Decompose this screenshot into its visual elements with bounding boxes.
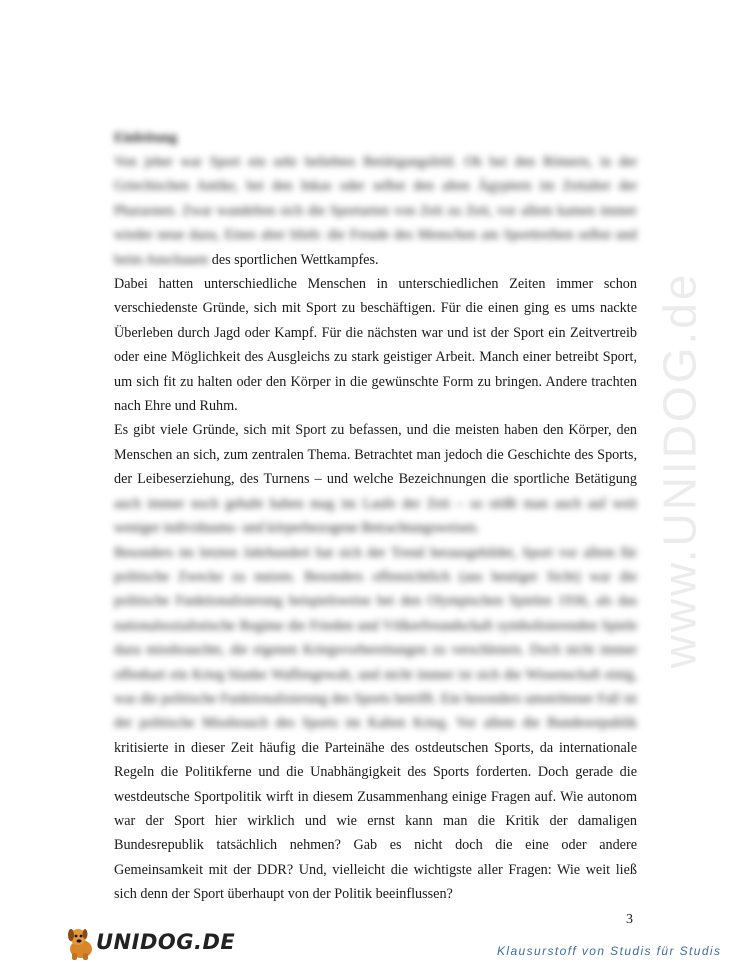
watermark-text: www.UNIDOG.de [653,271,706,669]
clear-text: Es gibt viele Gründe, sich mit Sport zu befassen, und die meisten haben den Körper, den Menschen an sich, zum zentralen Thema. Betrachtet man jedoch die Geschichte des Sports, der Leibeserziehung, des Turnens – und welche Bezeichnungen die sportliche Betätigung [114,422,637,488]
paragraph-1 [114,150,637,272]
unidog-logo[interactable] [64,925,236,963]
clear-text: kritisierte in dieser Zeit häufig die Parteinähe des ostdeutschen Sports, da internationale Regeln die Politikferne und die Unabhängigkeit des Sports forderten. Doch gerade die westdeutsche Sportpolitik wirft in diesem Zusammenhang einige Fragen auf. Wie autonom war der Sport hier wirklich und wie ernst kann man die Kritik der damaligen Bundesrepublik tatsächlich nehmen? Gab es nicht doch die eine oder andere Gemeinsamkeit mit der DDR? Und, vielleicht die wichtigste aller Fragen: Wie weit ließ sich denn der Sport überhaupt von der Politik beeinflussen? [114,739,637,903]
blurred-text: auch immer noch gehabt haben mag im Laufe der Zeit – so stößt man auch auf weit weniger individuums- und körperbezogene Betrachtungsweisen. [114,495,637,537]
logo-text: UNIDOG.DE [96,930,236,954]
blurred-text: Besonders im letzten Jahrhundert hat sich der Trend herausgebildet, Sport vor allem für politische Zwecke zu nutzen. Besonders offensichtlich (aus heutiger Sicht) war die politische Funktionalisierung beispielsweise bei den Olympischen Spielen 1936, als das nationalsozialistische Regime die Frieden und Völkerfreundschaft symbolisierenden Spiele dazu missbrauchte, die eigenen Kriegsvorbereitungen zu verschleiern. Doch nicht immer offenbart ein Krieg blanke Waffengewalt, und nicht immer ist sich die Wissenschaft einig, was die politische Funktionalisierung des Sports betrifft. Ein besonders umstrittener Fall ist der politische Missbrauch des Sports im Kalten Krieg. Vor allem die Bundesrepublik [114,544,637,732]
paragraph-3 [114,418,637,540]
clear-text: des sportlichen Wettkampfes. [211,251,379,268]
dog-mascot-icon [64,925,98,961]
footer-tagline: Klausurstoff von Studis für Studis [497,944,722,958]
section-heading: Einleitung [114,130,178,146]
document-body [114,126,637,907]
paragraph-2 [114,272,637,418]
blurred-text: Von jeher war Sport ein sehr beliebtes Betätigungsfeld. Ob bei den Römern, in der Griechischen Antike, bei den Inkas oder selbst den alten Ägyptern im Zeitalter der Pharaonen. Zwar wandelten sich die Sportarten von Zeit zu Zeit, vor allem kamen immer wieder neue dazu, Eines aber blieb: die Freude des Menschen am Sporttreiben selbst und beim Anschauen [114,154,637,268]
paragraph-4 [114,541,637,907]
clear-text: Dabei hatten unterschiedliche Menschen in unterschiedlichen Zeiten immer schon verschiedenste Gründe, sich mit Sport zu beschäftigen. Für die einen ging es ums nackte Überleben durch Jagd oder Kampf. Für die nächsten war und ist der Sport ein Zeitvertreib oder eine Möglichkeit des Ausgleichs zu stark geistiger Arbeit. Manch einer betreibt Sport, um sich fit zu halten oder den Körper in die gewünschte Form zu bringen. Andere trachten nach Ehre und Ruhm. [114,276,637,415]
page-number: 3 [626,912,633,927]
